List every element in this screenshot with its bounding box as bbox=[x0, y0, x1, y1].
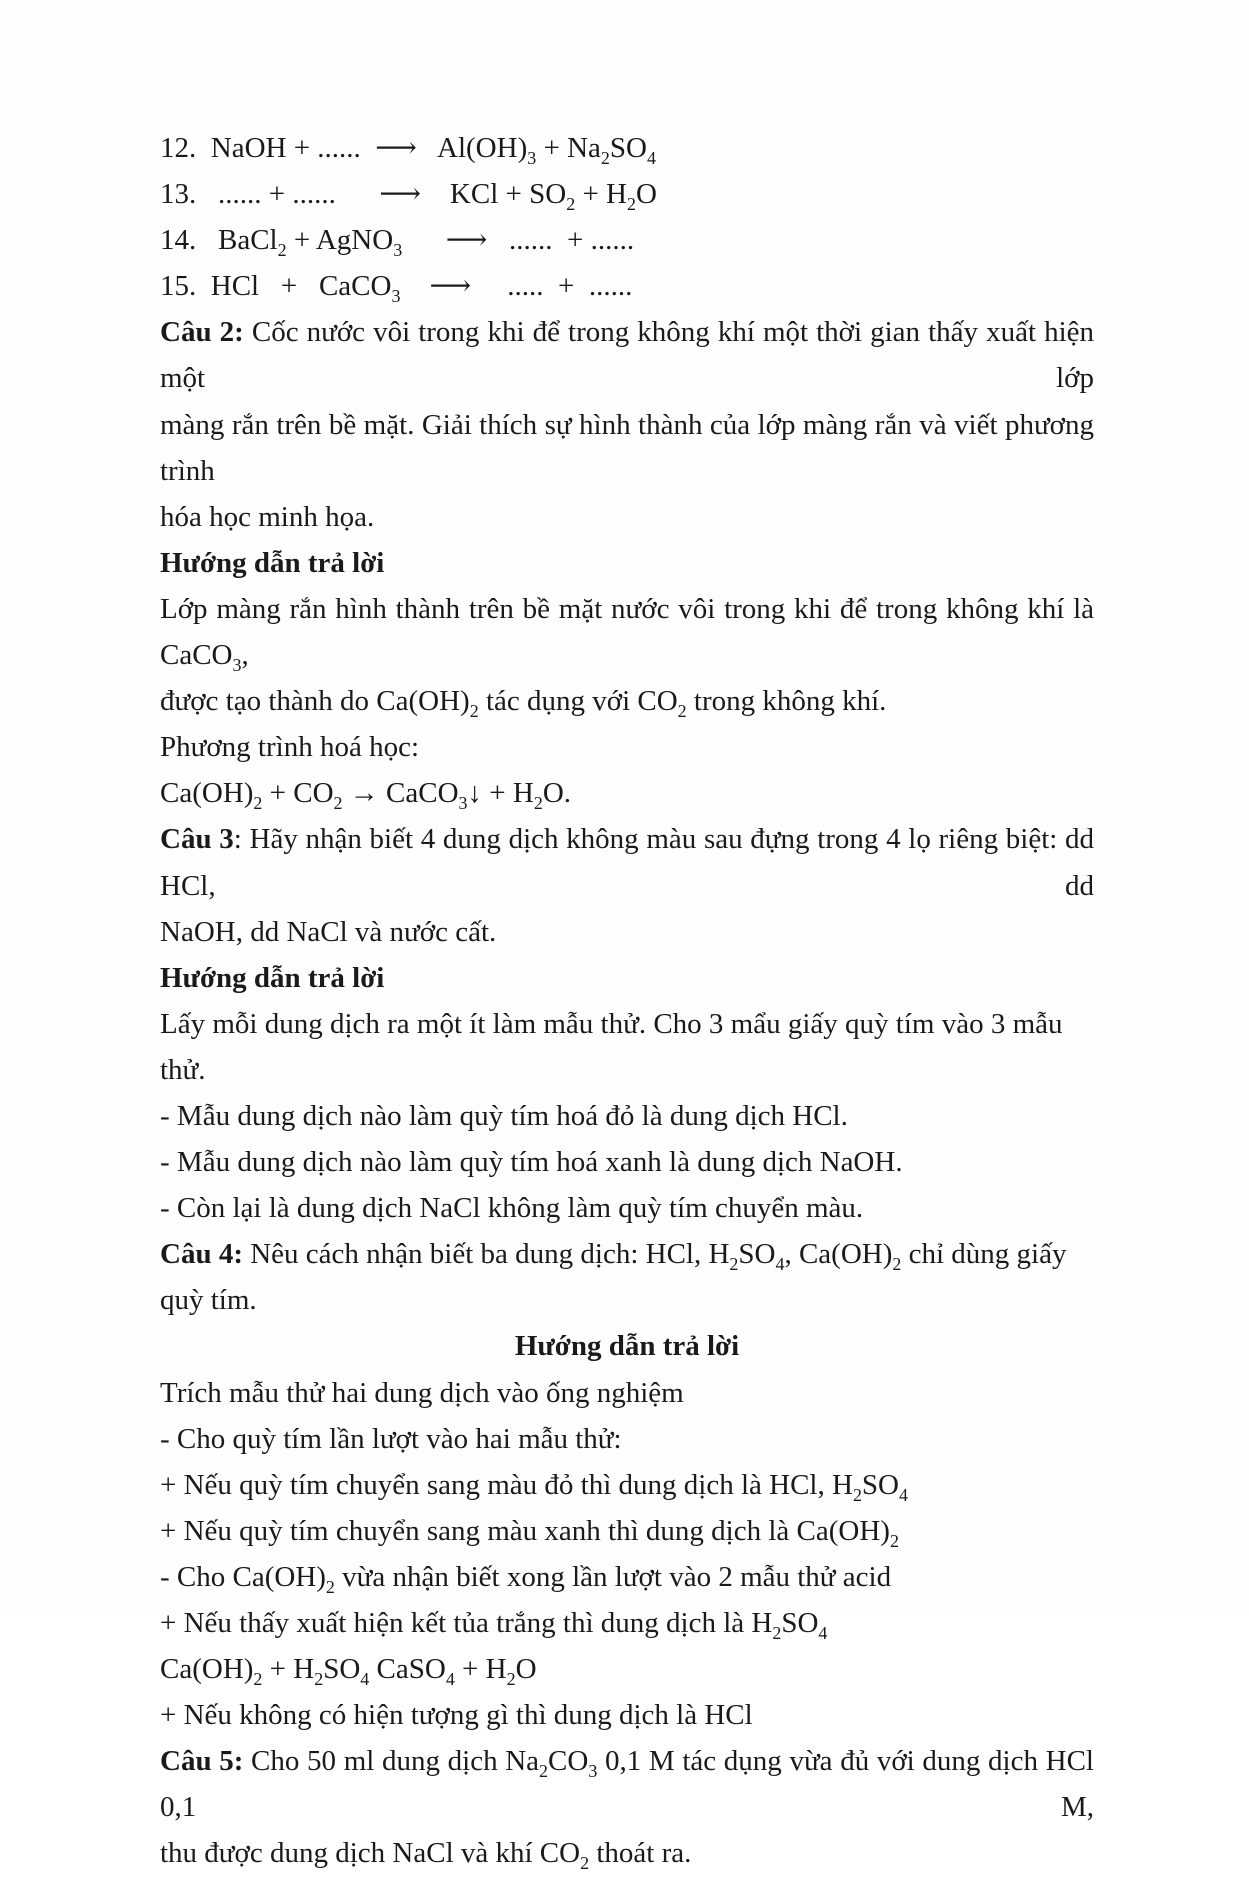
question-2-line-1 bbox=[160, 309, 1094, 401]
question-5-label: Câu 5: bbox=[160, 1745, 244, 1778]
answer-q2-line-2: được tạo thành do $Ca(OH)_2$ tác dụng với $CO_2$ trong không khí. bbox=[160, 685, 887, 721]
equation-12: 12. NaOH + ...... ⟶ $Al(OH)_3 + Na_2SO_4$ bbox=[160, 132, 656, 168]
question-5-line-1 bbox=[160, 1738, 1094, 1830]
answer-q4-case-3: + Nếu thấy xuất hiện kết tủa trắng thì dung dịch là $H_2SO_4$ bbox=[160, 1607, 828, 1643]
answer-q4-bullet-1: - Cho quỳ tím lần lượt vào hai mẫu thử: bbox=[160, 1422, 622, 1455]
question-4-line bbox=[160, 1231, 1094, 1323]
question-2-line-3: hóa học minh họa. bbox=[160, 500, 375, 533]
answer-q3-line-1: Lấy mỗi dung dịch ra một ít làm mẫu thử. Cho 3 mẩu giấy quỳ tím vào 3 mẫu thử. bbox=[160, 1007, 1063, 1086]
question-3-label: Câu 3 bbox=[160, 823, 234, 856]
answer-q4-case-2: + Nếu quỳ tím chuyển sang màu xanh thì dung dịch là $Ca(OH)_2$ bbox=[160, 1514, 899, 1551]
equation-13: 13. ...... + ...... ⟶ KCl + $SO_2 + H_2O$ bbox=[160, 178, 657, 214]
answer-q3-bullet-1: - Mẫu dung dịch nào làm quỳ tím hoá đỏ là dung dịch HCl. bbox=[160, 1099, 848, 1132]
answer-q4-case-1: + Nếu quỳ tím chuyển sang màu đỏ thì dung dịch là HCl, $H_2SO_4$ bbox=[160, 1468, 908, 1505]
answer-q2-line-1: Lớp màng rắn hình thành trên bề mặt nước vôi trong khi để trong không khí là CaCO$_3$, bbox=[160, 592, 1094, 675]
question-3-line-2: NaOH, dd NaCl và nước cất. bbox=[160, 915, 497, 948]
answer-q4-case-4: + Nếu không có hiện tượng gì thì dung dịch là HCl bbox=[160, 1699, 753, 1732]
equation-14: 14. BaCl$_2$ + AgNO$_3$ ⟶ ...... + ...... bbox=[160, 224, 635, 260]
answer-q4-equation: $Ca(OH)_2 + H_2SO_4$ CaSO$_4$ + $H_2O$ bbox=[160, 1653, 537, 1689]
question-3-line-1 bbox=[160, 816, 1094, 908]
question-2-line-2: màng rắn trên bề mặt. Giải thích sự hình thành của lớp màng rắn và viết phương trình bbox=[160, 408, 1094, 487]
question-4-text: Nêu cách nhận biết ba dung dịch: HCl, $H_2SO_4$, $Ca(OH)_2$ chỉ dùng giấy quỳ tím. bbox=[160, 1238, 1067, 1317]
answer-q4-line-1: Trích mẫu thử hai dung dịch vào ống nghiệm bbox=[160, 1376, 684, 1409]
answer-q3-bullet-2: - Mẫu dung dịch nào làm quỳ tím hoá xanh là dung dịch NaOH. bbox=[160, 1146, 903, 1179]
answer-q4-bullet-2: - Cho $Ca(OH)_2$ vừa nhận biết xong lần lượt vào 2 mẫu thử acid bbox=[160, 1560, 892, 1597]
equation-15: 15. HCl + CaCO$_3$ ⟶ ..... + ...... bbox=[160, 270, 633, 307]
question-2-label: Câu 2: bbox=[160, 316, 244, 349]
answer-heading-q4: Hướng dẫn trả lời bbox=[514, 1330, 740, 1363]
answer-heading-q2: Hướng dẫn trả lời bbox=[160, 546, 385, 579]
question-3-text: : Hãy nhận biết 4 dung dịch không màu sau đựng trong 4 lọ riêng biệt: dd HCl, dd bbox=[160, 823, 1094, 902]
answer-q2-equation-intro: Phương trình hoá học: bbox=[160, 731, 420, 764]
answer-heading-q3: Hướng dẫn trả lời bbox=[160, 961, 385, 994]
question-5-line-2: thu được dung dịch NaCl và khí $CO_2$ thoát ra. bbox=[160, 1837, 692, 1874]
answer-q3-bullet-3: - Còn lại là dung dịch NaCl không làm quỳ tím chuyển màu. bbox=[160, 1192, 864, 1225]
question-4-label: Câu 4: bbox=[160, 1238, 243, 1271]
answer-q2-equation: $Ca(OH)_2 + CO_2$ → CaCO$_3$↓ + $H_2O$. bbox=[160, 777, 572, 814]
question-5-text: Cho 50 ml dung dịch $Na_2CO_3$ 0,1 M tác dụng vừa đủ với dung dịch HCl 0,1 M, bbox=[160, 1745, 1094, 1824]
question-2-text: Cốc nước vôi trong khi để trong không khí một thời gian thấy xuất hiện một lớp bbox=[160, 316, 1095, 395]
